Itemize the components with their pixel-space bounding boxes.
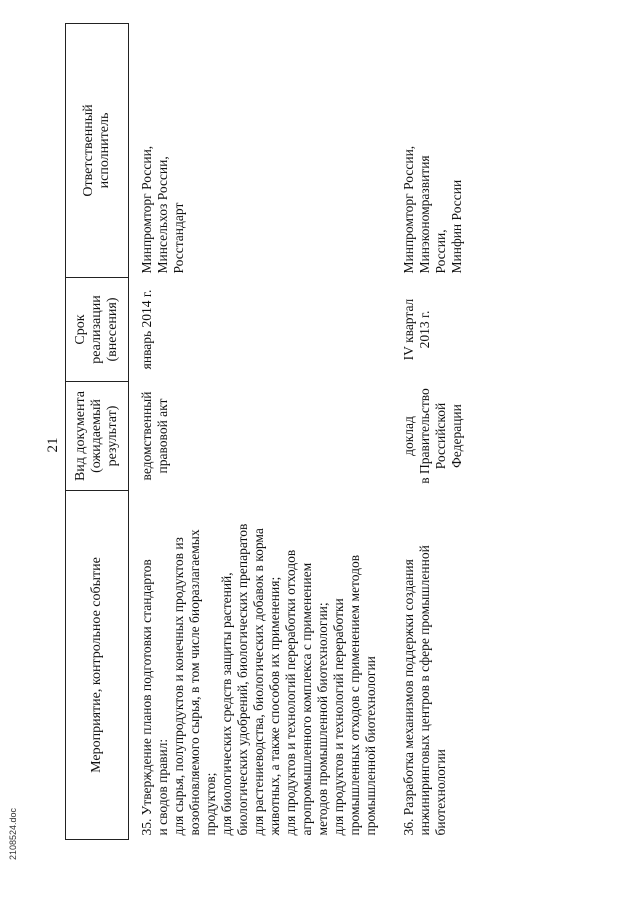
event-line: возобновляемого сырья, в том числе биоразлагаемых [187, 529, 202, 836]
header-responsible [66, 24, 129, 278]
responsible-cell [129, 24, 380, 278]
event-line: агропромышленного комплекса с применением [299, 562, 314, 836]
table-row [379, 24, 465, 840]
event-line: промышленной биотехнологии [363, 656, 378, 836]
event-line: для сырья, полупродуктов и конечных продуктов из [171, 537, 186, 836]
doc-type-line: правовой акт [155, 398, 170, 474]
event-line: для растениеводства, биологических добавок в корма [251, 528, 266, 836]
page-number: 21 [45, 437, 61, 453]
doc-type-cell [129, 382, 380, 491]
event-line: и сводов правил: [155, 738, 170, 836]
table-header-row [66, 24, 129, 840]
header-term [66, 278, 129, 382]
doc-type-line: ведомственный [139, 391, 154, 481]
term-cell [129, 278, 380, 382]
header-responsible-line: исполнитель [97, 112, 112, 189]
header-term-line: реализации [89, 295, 104, 364]
event-line: методов промышленной биотехнологии; [315, 602, 330, 836]
header-doc-type [66, 382, 129, 491]
event-line: для биологических средств защиты растений, [219, 572, 234, 836]
term-line: 2013 г. [417, 310, 432, 349]
event-line: 36. Разработка механизмов поддержки создания [401, 559, 416, 836]
event-line: биотехнологии [433, 749, 448, 836]
responsible-line: Минфин России [449, 179, 464, 274]
header-event: Мероприятие, контрольное событие [66, 491, 129, 840]
doc-type-line: доклад [401, 416, 416, 456]
event-line: для продуктов и технологий переработки отходов [283, 549, 298, 836]
event-cell [379, 491, 465, 840]
responsible-line: России, [433, 229, 448, 274]
responsible-line: Минэкономразвития [417, 155, 432, 274]
header-term-line: (внесения) [105, 297, 120, 362]
header-responsible-line: Ответственный [81, 104, 96, 197]
responsible-line: Минпромторг России, [139, 145, 154, 274]
doc-type-line: в Правительство [417, 388, 432, 484]
header-doc-type-line: Вид документа [73, 390, 88, 482]
event-line: животных, а также способов их применения; [267, 576, 282, 836]
file-name-footer: 2108524.doc [8, 807, 18, 860]
term-line: январь 2014 г. [139, 289, 154, 370]
doc-type-cell [379, 382, 465, 491]
responsible-line: Росстандарт [171, 202, 186, 274]
responsible-cell [379, 24, 465, 278]
event-line: биологических удобрений, биологических препаратов [235, 523, 250, 836]
event-line: промышленных отходов с применением методов [347, 554, 362, 836]
header-term-line: Срок [73, 314, 88, 345]
responsible-line: Минпромторг России, [401, 145, 416, 274]
event-line: 35. Утверждение планов подготовки стандартов [139, 559, 154, 836]
doc-type-line: Федерации [449, 404, 464, 468]
measures-table [65, 23, 465, 840]
header-doc-type-line: результат) [105, 405, 120, 467]
rotated-document-page [45, 60, 585, 840]
responsible-line: Минсельхоз России, [155, 156, 170, 274]
term-cell [379, 278, 465, 382]
doc-type-line: Российской [433, 402, 448, 470]
event-line: продуктов; [203, 772, 218, 836]
event-cell [129, 491, 380, 840]
term-line: IV квартал [401, 298, 416, 361]
header-doc-type-line: (ожидаемый [89, 399, 104, 473]
event-line: для продуктов и технологий переработки [331, 598, 346, 836]
table-row [129, 24, 380, 840]
event-line: инжиниринговых центров в сфере промышленной [417, 545, 432, 836]
